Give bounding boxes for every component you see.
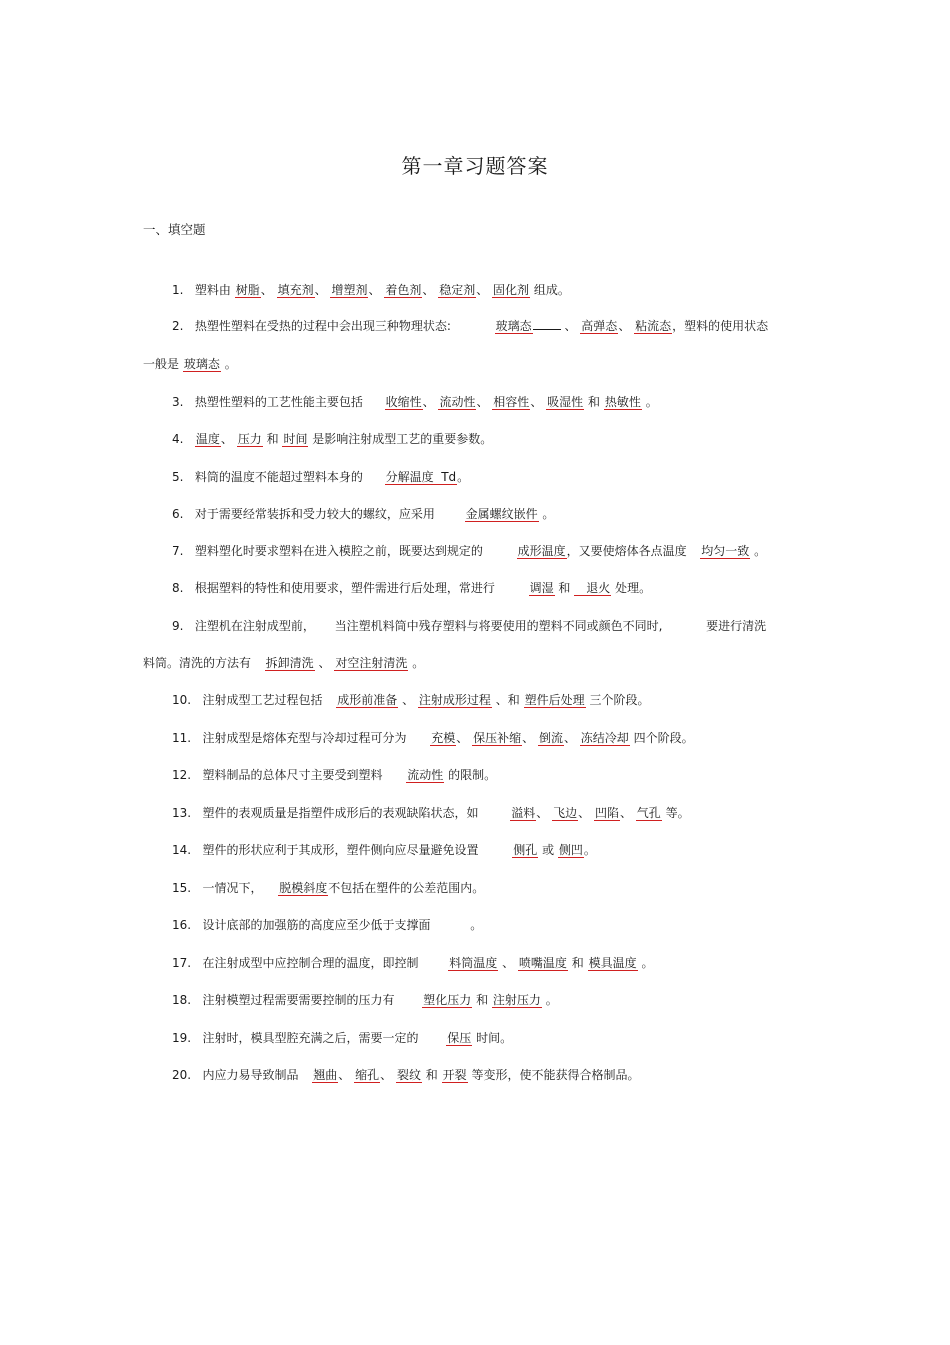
- question-text: 塑料制品的总体尺寸主要受到塑料: [202, 768, 383, 782]
- question-text: 。: [412, 656, 425, 670]
- answer: 塑件后处理: [524, 693, 585, 707]
- question-text: 一般是: [143, 357, 180, 371]
- answer: 对空注射清洗: [335, 656, 408, 670]
- question-text: 和: [558, 581, 571, 595]
- question-number: 19.: [172, 1031, 192, 1045]
- separator: 、: [619, 806, 632, 820]
- question-text: 和: [588, 395, 601, 409]
- question-16: [172, 917, 482, 933]
- question-number: 5.: [172, 470, 184, 484]
- question-text: 等。: [665, 806, 690, 820]
- question-text: 四个阶段。: [633, 731, 694, 745]
- answer: 粘流态: [635, 319, 672, 333]
- question-text: 塑料由: [194, 283, 231, 297]
- question-text: 。: [457, 470, 470, 484]
- question-11: [172, 730, 694, 746]
- question-text: 注射成型工艺过程包括: [202, 693, 323, 707]
- answer: 调湿: [529, 581, 554, 595]
- question-number: 16.: [172, 918, 192, 932]
- answer: 热敏性: [604, 395, 641, 409]
- question-text: 和: [266, 432, 279, 446]
- question-5: [172, 469, 469, 485]
- question-20: [172, 1067, 639, 1083]
- question-text: 三个阶段。: [589, 693, 650, 707]
- question-text: 处理。: [615, 581, 652, 595]
- answer: 塑化压力: [423, 993, 472, 1007]
- question-text: 注射模塑过程需要需要控制的压力有: [202, 993, 395, 1007]
- separator: 、: [422, 395, 435, 409]
- answer: 固化剂: [493, 283, 530, 297]
- question-3: [172, 394, 658, 410]
- answer: 增塑剂: [331, 283, 368, 297]
- question-text: 和: [476, 993, 489, 1007]
- question-text: 对于需要经常装拆和受力较大的螺纹，应采用: [194, 507, 435, 521]
- question-text: ，塑料的使用状态: [672, 319, 769, 333]
- question-text: 料筒。清洗的方法有: [143, 656, 252, 670]
- question-text: 和: [571, 956, 584, 970]
- separator: 、: [368, 283, 381, 297]
- answer: 倒流: [538, 731, 563, 745]
- separator: 、: [422, 283, 435, 297]
- question-number: 20.: [172, 1068, 192, 1082]
- answer: 填充剂: [277, 283, 314, 297]
- question-text: 热塑性塑料的工艺性能主要包括: [194, 395, 363, 409]
- question-7: [172, 543, 766, 559]
- question-17: [172, 955, 653, 971]
- answer: 时间: [283, 432, 308, 446]
- question-text: 组成。: [533, 283, 570, 297]
- question-13: [172, 805, 690, 821]
- answer: 玻璃态: [495, 319, 532, 333]
- question-number: 2.: [172, 319, 184, 333]
- separator: 、: [563, 731, 576, 745]
- answer: 分解温度 Td: [385, 470, 457, 484]
- question-text: 和: [425, 1068, 438, 1082]
- answer: 气孔: [636, 806, 661, 820]
- separator: 、: [456, 731, 469, 745]
- question-10: [172, 692, 649, 708]
- answer: 飞边: [553, 806, 578, 820]
- question-number: 9.: [172, 619, 184, 633]
- question-text: 的限制。: [448, 768, 497, 782]
- question-1: [172, 282, 570, 298]
- question-text: 是影响注射成型工艺的重要参数。: [312, 432, 493, 446]
- answer: 压力: [237, 432, 262, 446]
- answer: 树脂: [235, 283, 260, 297]
- question-number: 18.: [172, 993, 192, 1007]
- question-19: [172, 1030, 512, 1046]
- question-text: 注塑机在注射成型前，: [194, 619, 315, 633]
- question-number: 10.: [172, 693, 192, 707]
- question-14: [172, 842, 596, 858]
- question-text: 料筒的温度不能超过塑料本身的: [194, 470, 363, 484]
- separator: 、: [314, 283, 327, 297]
- separator: 、: [536, 806, 549, 820]
- question-text: 塑件的表观质量是指塑件成形后的表观缺陷状态，如: [202, 806, 479, 820]
- question-text: ，又要使熔体各点温度: [566, 544, 687, 558]
- separator: 、: [618, 319, 631, 333]
- answer: 稳定剂: [439, 283, 476, 297]
- separator: 、: [260, 283, 273, 297]
- question-text: 在注射成型中应控制合理的温度，即控制: [202, 956, 419, 970]
- question-8: [172, 580, 651, 596]
- question-text: 一情况下，: [202, 881, 263, 895]
- question-number: 1.: [172, 283, 184, 297]
- question-text: 。: [645, 395, 658, 409]
- question-9-continued: [143, 655, 424, 671]
- answer: 冻结冷却: [580, 731, 629, 745]
- answer: 侧凹: [558, 843, 583, 857]
- question-number: 11.: [172, 731, 192, 745]
- question-2-continued: [143, 356, 237, 372]
- question-text: 。: [583, 843, 596, 857]
- answer: 吸湿性: [547, 395, 584, 409]
- answer: 保压: [447, 1031, 472, 1045]
- separator: 、: [338, 1068, 351, 1082]
- question-2: [172, 318, 768, 334]
- separator: 、: [220, 432, 233, 446]
- question-text: 等变形，使不能获得合格制品。: [471, 1068, 640, 1082]
- question-text: 。: [224, 357, 237, 371]
- question-text: 设计底部的加强筋的高度应至少低于支撑面: [202, 918, 431, 932]
- question-text: 时间。: [476, 1031, 513, 1045]
- answer: 喷嘴温度: [518, 956, 567, 970]
- answer: 缩孔: [355, 1068, 380, 1082]
- question-text: 。: [545, 993, 558, 1007]
- answer: 翘曲: [313, 1068, 338, 1082]
- question-number: 4.: [172, 432, 184, 446]
- question-number: 6.: [172, 507, 184, 521]
- separator: 、: [402, 693, 415, 707]
- answer: 成形温度: [517, 544, 566, 558]
- question-number: 15.: [172, 881, 192, 895]
- separator: 、: [380, 1068, 393, 1082]
- answer: 裂纹: [396, 1068, 421, 1082]
- question-4: [172, 431, 492, 447]
- question-15: [172, 880, 484, 896]
- answer: 料筒温度: [449, 956, 498, 970]
- separator: 、: [522, 731, 535, 745]
- separator: 、: [318, 656, 331, 670]
- answer: 保压补缩: [473, 731, 522, 745]
- answer: 流动性: [439, 395, 476, 409]
- answer: 溢料: [511, 806, 536, 820]
- answer: 注射压力: [492, 993, 541, 1007]
- question-text: 热塑性塑料在受热的过程中会出现三种物理状态:: [194, 319, 451, 333]
- answer: 成形前准备: [337, 693, 398, 707]
- question-text: 不包括在塑件的公差范围内。: [328, 881, 485, 895]
- answer: 相容性: [493, 395, 530, 409]
- question-text: 注射成型是熔体充型与冷却过程可分为: [202, 731, 407, 745]
- answer: 充模: [431, 731, 456, 745]
- answer: 着色剂: [385, 283, 422, 297]
- question-text: 塑料塑化时要求塑料在进入模腔之前，既要达到规定的: [194, 544, 483, 558]
- answer: 注射成形过程: [418, 693, 491, 707]
- question-text: 。: [641, 956, 654, 970]
- question-number: 17.: [172, 956, 192, 970]
- answer: 金属螺纹嵌件: [465, 507, 538, 521]
- separator: 、: [530, 395, 543, 409]
- question-text: 要进行清洗: [706, 619, 767, 633]
- question-9: [172, 618, 766, 634]
- question-text: 当注塑机料筒中残存塑料与将要使用的塑料不同或颜色不同时,: [334, 619, 663, 633]
- question-text: 内应力易导致制品: [202, 1068, 299, 1082]
- answer: 退火: [574, 581, 611, 596]
- question-number: 8.: [172, 581, 184, 595]
- answer: 温度: [195, 432, 220, 446]
- answer: 高弹态: [581, 319, 618, 333]
- question-text: 或: [542, 843, 555, 857]
- answer: 流动性: [407, 768, 444, 782]
- question-text: 、和: [495, 693, 520, 707]
- question-number: 12.: [172, 768, 192, 782]
- section-heading: 一、填空题: [143, 222, 206, 237]
- answer: 凹陷: [594, 806, 619, 820]
- answer: 玻璃态: [183, 357, 220, 371]
- question-text: 塑件的形状应利于其成形，塑件侧向应尽量避免设置: [202, 843, 479, 857]
- separator: 、: [476, 395, 489, 409]
- question-6: [172, 506, 554, 522]
- separator: 、: [578, 806, 591, 820]
- question-text: 根据塑料的特性和使用要求，塑件需进行后处理，常进行: [194, 581, 495, 595]
- answer: 模具温度: [588, 956, 637, 970]
- question-12: [172, 767, 496, 783]
- question-number: 14.: [172, 843, 192, 857]
- separator: 、: [564, 319, 577, 333]
- question-18: [172, 992, 558, 1008]
- question-number: 3.: [172, 395, 184, 409]
- answer: 均匀一致: [701, 544, 750, 558]
- page-title: 第一章习题答案: [401, 154, 549, 178]
- answer: 收缩性: [385, 395, 422, 409]
- question-text: 。: [754, 544, 767, 558]
- question-number: 7.: [172, 544, 184, 558]
- answer: 侧孔: [513, 843, 538, 857]
- question-text: 。: [470, 918, 483, 932]
- answer: 脱模斜度: [279, 881, 328, 895]
- question-text: 注射时，模具型腔充满之后，需要一定的: [202, 1031, 419, 1045]
- answer: 拆卸清洗: [265, 656, 314, 670]
- answer: 开裂: [442, 1068, 467, 1082]
- question-number: 13.: [172, 806, 192, 820]
- separator: 、: [476, 283, 489, 297]
- question-text: 。: [542, 507, 555, 521]
- separator: 、: [502, 956, 515, 970]
